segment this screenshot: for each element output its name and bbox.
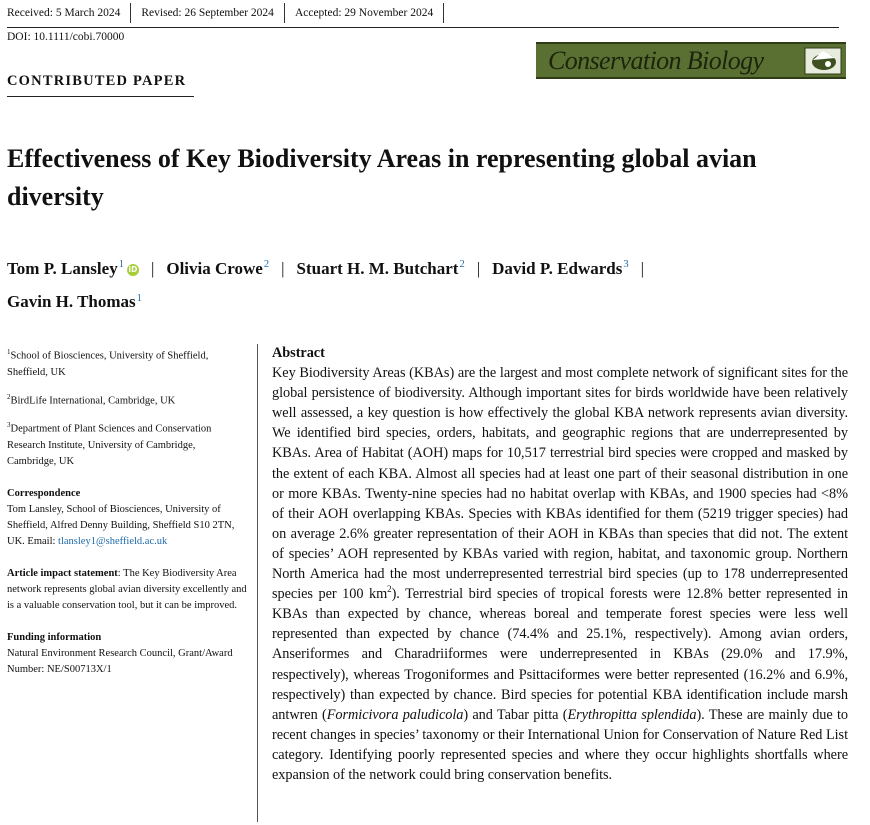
correspondence: Correspondence Tom Lansley, School of Biosciences, University of Sheffield, Alfred Denny Building, Sheffield S10 2TN, UK. Email: tlansley1@sheffield.ac.uk [7,487,235,547]
correspondence-label: Correspondence [7,487,81,499]
journal-name: Conservation Biology [548,45,764,75]
species-name: Erythropitta splendida [567,706,697,723]
paper-type-rule [7,96,194,97]
email-link[interactable]: tlansley1@sheffield.ac.uk [58,535,168,547]
affiliation: $^2$BirdLife International, Cambridge, UK [7,392,176,406]
author-separator: | [640,258,644,278]
divider [130,3,131,23]
received-date: Received: 5 March 2024 [7,7,121,19]
author-separator: | [281,258,285,278]
divider [443,3,444,23]
column-divider [257,344,258,822]
author-list [7,250,857,317]
affiliation: $^1$School of Biosciences, University of Sheffield, Sheffield, UK [7,348,209,378]
funding: Funding information Natural Environment Research Council, Grant/Award Number: NE/S00713X/1 [7,631,233,675]
header-rule [7,27,839,28]
journal-emblem-icon [804,47,842,75]
paper-type: CONTRIBUTED PAPER [7,73,187,89]
author[interactable]: Gavin H. Thomas$^1$ [7,292,142,312]
orcid-icon[interactable]: iD [128,264,138,274]
impact-label: Article impact statement [7,567,118,579]
funding-label: Funding information [7,631,102,643]
journal-logo[interactable] [536,42,846,79]
accepted-date: Accepted: 29 November 2024 [294,7,434,19]
publication-dates [7,3,454,23]
side-info [7,344,247,686]
author[interactable]: David P. Edwards$^3$ [492,258,629,278]
paper-title: Effectiveness of Key Biodiversity Areas in representing global avian diversity [7,144,757,211]
author[interactable]: Tom P. Lansley$^1$ iD [7,258,138,278]
revised-date: Revised: 26 September 2024 [141,7,274,19]
abstract-heading: Abstract [272,345,325,361]
abstract-text: Key Biodiversity Areas (KBAs) are the largest and most complete network of significant sites for the global persistence of biodiversity. Although important sites for birds worldwide have been relatively well assessed, a key question is how effectively the global KBA network represents avian diversity. We identified bird species, orders, habitats, and geographic regions that are underrepresented by KBAs. Area of Habitat (AOH) maps for 10,517 terrestrial bird species were cropped and masked by the extent of each KBA. Almost all species had at least one part of their seasonal distribution in one or more KBAs. Twenty-nine species had no habitat overlap with KBAs, and 1900 species had <8% of their AOH overlapping KBAs. Species with KBAs identified for them (5219 trigger species) had on average 2.6% greater representation of their AOH in KBAs than species that did not. The extent of species’ AOH represented by KBAs varied with region, habitat, and taxonomic group. Northern North America had the most underrepresented terrestrial bird species (up to 178 underrepresented species per 100 $km^2$). Terrestrial bird species of tropical forests were 12.8% better represented in KBAs than expected by chance, whereas boreal and temperate forest species were less well represented than expected by chance (74.4% and 25.1%, respectively). Among avian orders, Anseriformes and Charadriiformes were underrepresented in KBAs (29.0% and 17.9%, respectively), whereas Trogoniformes and Psittaciformes were better represented (16.2% and 6.9%, respectively) than expected by chance. Bird species for potential KBA identification include marsh antwren (Formicivora paludicola) and Tabar pitta (Erythropitta splendida). These are mainly due to recent changes in species’ taxonomy or their International Union for Conservation of Nature Red List category. Identifying poorly represented species and where they occur highlights shortfalls where expansion of the network could bring conservation benefits. [272,365,848,783]
author-separator: | [150,258,155,278]
abstract [272,343,848,785]
divider [284,3,285,23]
author[interactable]: Stuart H. M. Butchart$^2$ [296,258,465,278]
affiliation: $^3$Department of Plant Sciences and Conservation Research Institute, University of Cambridge, Cambridge, UK [7,421,212,467]
species-name: Formicivora paludicola [326,706,464,723]
author[interactable]: Olivia Crowe$^2$ [166,258,270,278]
author-separator: | [476,258,481,278]
impact-statement: Article impact statement: The Key Biodiversity Area network represents global avian diversity excellently and is a valuable conservation tool, but it can be improved. [7,567,247,611]
doi[interactable]: DOI: 10.1111/cobi.70000 [7,31,125,43]
